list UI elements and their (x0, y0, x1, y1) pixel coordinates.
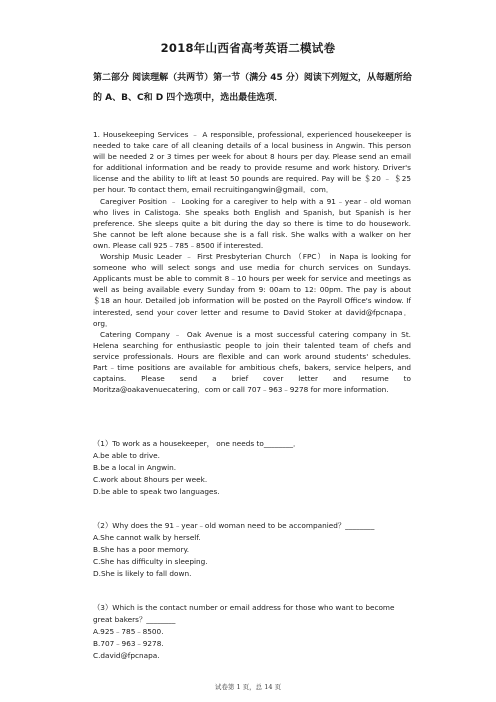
question-stem: （1）To work as a housekeeper， one needs to________． (93, 439, 301, 448)
reading-passage (93, 129, 411, 395)
passage-paragraph-worship: Worship Music Leader ﹣ First Presbyterian Church （FPC） in Napa is looking for someone who will select songs and use media for church services on Sundays. Applicants must be able to commit 8﹣10 hours per week for service and meetings as well as being available every Sunday from 9: 00am to 12: 00pm. The pay is about ＄18 an hour. Detailed job information will be posted on the Payroll Office's window. If interested, send your cover letter and resume to David Stoker at david@fpcnapa．org． (93, 252, 411, 328)
answer-option-c: C.david@fpcnapa. (93, 651, 160, 660)
passage-paragraph-housekeeping: 1. Housekeeping Services ﹣ A responsible, professional, experienced housekeeper is needed to take care of all cleaning details of a local business in Angwin. This person will be needed 2 or 3 times per week for about 8 hours per day. Please send an email for additional information and be ready to provide resume and work history. Driver's license and the ability to lift at least 50 pounds are required. Pay will be ＄20 ﹣ ＄25 per hour. To contact them, email recruitingangwin@gmail．com． (93, 130, 411, 195)
answer-option-b: B.707﹣963﹣9278. (93, 639, 164, 648)
answer-option-d: D.be able to speak two languages. (93, 487, 220, 496)
passage-paragraph-catering: Catering Company ﹣ Oak Avenue is a most successful catering company in St. Helena searching for enthusiastic people to join their talented team of chefs and service professionals. Hours are flexible and can work around students' schedules. Part﹣time positions are available for ambitious chefs, bakers, service helpers, and captains. Please send a brief cover letter and resume to Moritza@oakavenuecatering．com or call 707﹣963﹣9278 for more information. (93, 329, 411, 395)
answer-option-a: A.She cannot walk by herself. (93, 533, 201, 542)
question-3 (93, 602, 411, 662)
answer-option-b: B.be a local in Angwin. (93, 463, 177, 472)
question-stem: （2）Why does the 91﹣year﹣old woman need to be accompanied？________ (93, 521, 375, 530)
page-title: 2018年山西省高考英语二模试卷 (160, 41, 336, 55)
answer-option-c: C.She has difficulty in sleeping. (93, 557, 208, 566)
question-1 (93, 438, 411, 498)
answer-option-a: A.925﹣785﹣8500. (93, 627, 164, 636)
answer-option-d: D.She is likely to fall down. (93, 569, 192, 578)
question-2 (93, 520, 411, 580)
answer-option-b: B.She has a poor memory. (93, 545, 190, 554)
passage-paragraph-caregiver: Caregiver Position ﹣ Looking for a caregiver to help with a 91﹣year﹣old woman who lives in Calistoga. She speaks both English and Spanish, but Spanish is her preference. She sleeps quite a bit during the day so there is time to do housework. She cannot be left alone because she is a fall risk. She walks with a walker on her own. Please call 925﹣785﹣8500 if interested. (93, 196, 411, 250)
section-instruction: 第二部分 阅读理解（共两节）第一节（满分 45 分）阅读下列短文，从每题所给的 A、B、C和 D 四个选项中，选出最佳选项． (93, 73, 412, 103)
question-stem: （3）Which is the contact number or email address for those who want to become great bakers？________ (93, 603, 395, 624)
page-footer: 试卷第 1 页，总 14 页 (214, 683, 282, 691)
answer-option-c: C.work about 8hours per week. (93, 475, 208, 484)
answer-option-a: A.be able to drive. (93, 451, 160, 460)
